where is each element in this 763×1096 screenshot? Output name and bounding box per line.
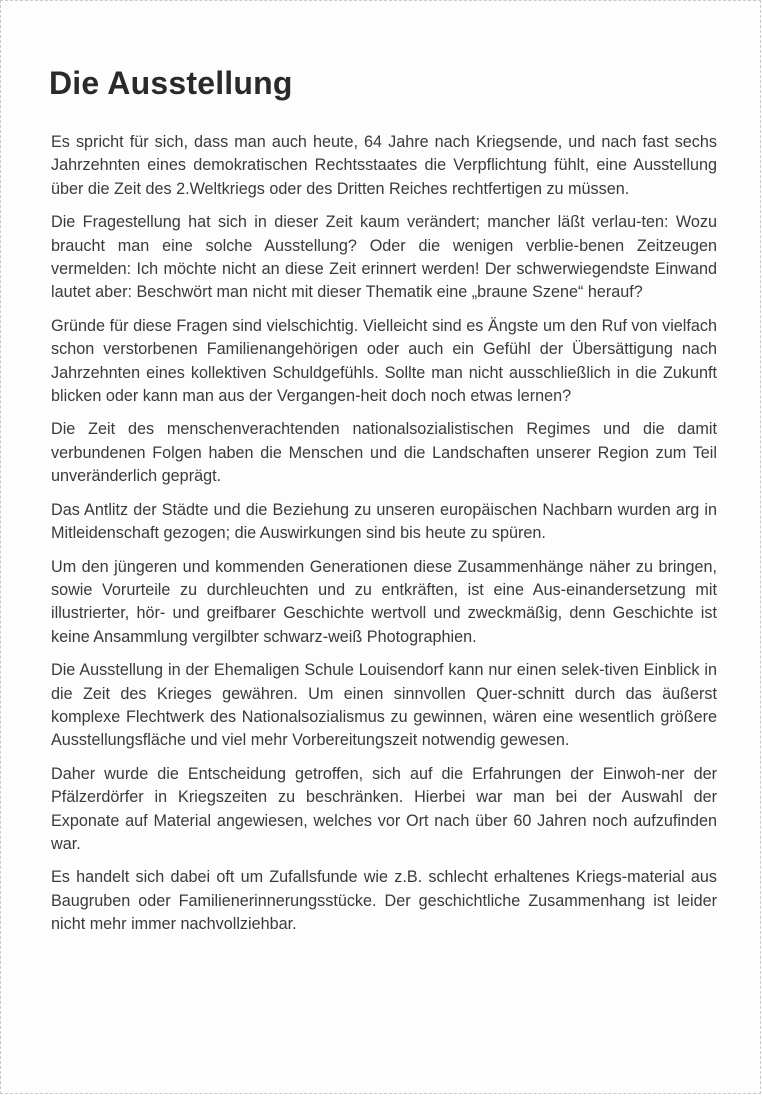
document-body [51, 131, 717, 947]
page-title: Die Ausstellung [49, 65, 293, 101]
paragraph-8: Daher wurde die Entscheidung getroffen, sich auf die Erfahrungen der Einwoh-ner der Pfälzerdörfer in Kriegszeiten zu beschränken. Hierbei war man bei der Auswahl der Exponate auf Material angewiesen, welches vor Ort nach über 60 Jahren noch aufzufinden war. [51, 764, 717, 853]
paragraph-1: Es spricht für sich, dass man auch heute, 64 Jahre nach Kriegsende, und nach fast sechs Jahrzehnten eines demokratischen Rechtsstaates die Verpflichtung fühlt, eine Ausstellung über die Zeit des 2.Weltkriegs oder des Dritten Reiches rechtfertigen zu müssen. [51, 133, 717, 198]
paragraph-4: Die Zeit des menschenverachtenden nationalsozialistischen Regimes und die damit verbundenen Folgen haben die Menschen und die Landschaften unserer Region zum Teil unveränderlich geprägt. [51, 420, 717, 486]
paragraph-3: Gründe für diese Fragen sind vielschichtig. Vielleicht sind es Ängste um den Ruf von vielfach schon verstorbenen Familienangehörigen oder auch ein Gefühl der Übersättigung nach Jahrzehnten eines kollektiven Schuldgefühls. Sollte man nicht ausschließlich in die Zukunft blicken oder kann man aus der Vergangen-heit doch noch etwas lernen? [51, 316, 717, 406]
paragraph-9: Es handelt sich dabei oft um Zufallsfunde wie z.B. schlecht erhaltenes Kriegs-material aus Baugruben oder Familienerinnerungsstücke. Der geschichtliche Zusammenhang ist leider nicht mehr immer nachvollziehbar. [51, 868, 717, 934]
paragraph-2: Die Fragestellung hat sich in dieser Zeit kaum verändert; mancher läßt verlau-ten: Wozu braucht man eine solche Ausstellung? Oder die wenigen verblie-benen Zeitzeugen vermelden: Ich möchte nicht an diese Zeit erinnert werden! Der schwerwiegendste Einwand lautet aber: Beschwört man nicht mit dieser Thematik eine „braune Szene“ herauf? [51, 213, 717, 302]
paragraph-7: Die Ausstellung in der Ehemaligen Schule Louisendorf kann nur einen selek-tiven Einblick in die Zeit des Krieges gewähren. Um einen sinnvollen Quer-schnitt durch das äußerst komplexe Flechtwerk des Nationalsozialismus zu gewinnen, wären eine wesentlich größere Ausstellungsfläche und viel mehr Vorbereitungszeit notwendig gewesen. [51, 661, 717, 750]
paragraph-5: Das Antlitz der Städte und die Beziehung zu unseren europäischen Nachbarn wurden arg in Mitleidenschaft gezogen; die Auswirkungen sind bis heute zu spüren. [51, 500, 717, 543]
paragraph-6: Um den jüngeren und kommenden Generationen diese Zusammenhänge näher zu bringen, sowie Vorurteile zu durchleuchten und zu entkräften, ist eine Aus-einandersetzung mit illustrierter, hör- und greifbarer Geschichte wertvoll und zweckmäßig, denn Geschichte ist keine Ansammlung vergilbter schwarz-weiß Photographien. [51, 557, 717, 646]
